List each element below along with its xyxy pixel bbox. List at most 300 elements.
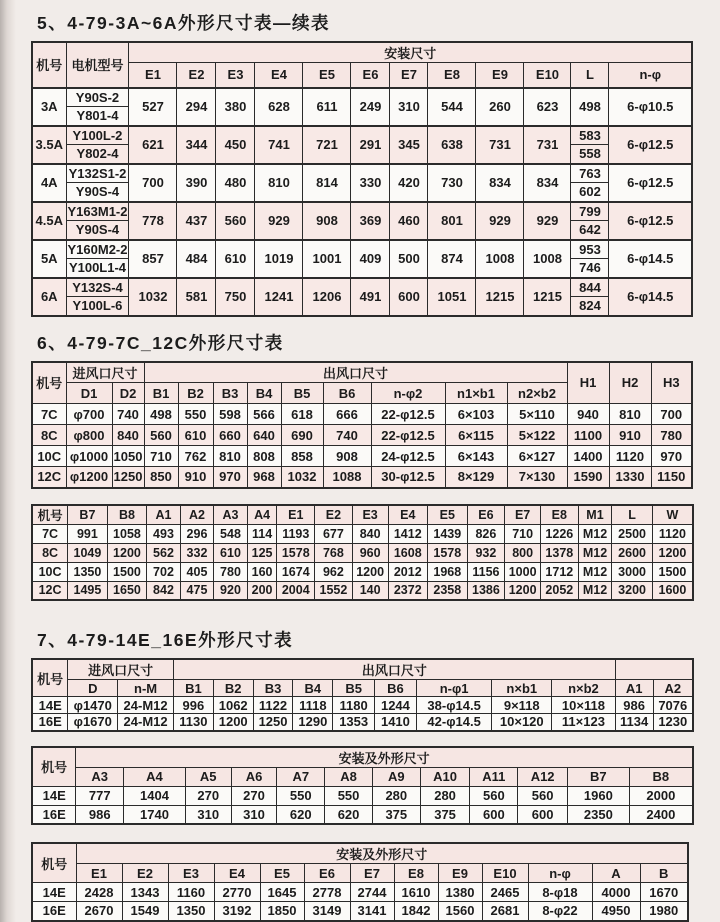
- table-row: [32, 697, 693, 714]
- col-header: E1: [76, 864, 122, 883]
- value-cell: 1200: [352, 562, 388, 581]
- value-cell: 38-φ14.5: [416, 697, 492, 714]
- value-cell: 437: [177, 202, 216, 240]
- l-value-cell: 583: [571, 126, 609, 145]
- value-cell: 1590: [567, 467, 609, 488]
- value-cell: 910: [178, 467, 213, 488]
- value-cell: φ1000: [66, 446, 112, 467]
- table-row: [32, 562, 693, 581]
- value-cell: 550: [325, 786, 373, 805]
- value-cell: 929: [255, 202, 303, 240]
- value-cell: 710: [144, 446, 178, 467]
- machine-no-cell: 16E: [32, 805, 76, 824]
- value-cell: φ800: [66, 425, 112, 446]
- col-header: B6: [375, 680, 417, 697]
- col-header: E10: [482, 864, 528, 883]
- value-cell: 2372: [388, 581, 428, 600]
- value-cell: 294: [177, 88, 216, 126]
- motor-model-cell: Y132S1-2: [66, 164, 129, 183]
- table-row: [32, 202, 692, 221]
- header-row: [32, 747, 693, 768]
- col-header: B2: [178, 383, 213, 404]
- value-cell: 42-φ14.5: [416, 714, 492, 731]
- table-row: [32, 88, 692, 107]
- value-cell: M12: [578, 562, 612, 581]
- col-header: B8: [107, 505, 147, 525]
- motor-model-cell: Y90S-4: [66, 183, 129, 202]
- col-header: n×b1: [492, 680, 552, 697]
- col-header: E1: [129, 63, 177, 88]
- value-cell: 375: [420, 805, 470, 824]
- value-cell: 940: [567, 404, 609, 425]
- value-cell: 1740: [124, 805, 186, 824]
- value-cell: 801: [428, 202, 476, 240]
- col-header: E6: [467, 505, 505, 525]
- value-cell: 2681: [482, 902, 528, 921]
- col-header: E3: [216, 63, 255, 88]
- value-cell: 310: [390, 88, 428, 126]
- col-header-inlet-span: 进风口尺寸: [68, 659, 174, 680]
- column-header-row: [32, 864, 688, 883]
- value-cell: 780: [651, 425, 692, 446]
- value-cell: 740: [323, 425, 371, 446]
- value-cell: 270: [185, 786, 231, 805]
- section6-title: 6、4-79-7C_12C外形尺寸表: [37, 332, 284, 353]
- value-cell: 3000: [612, 562, 653, 581]
- value-cell: 962: [315, 562, 353, 581]
- value-cell: 850: [144, 467, 178, 488]
- value-cell: 1400: [567, 446, 609, 467]
- table-row: [32, 164, 692, 183]
- value-cell: 1244: [375, 697, 417, 714]
- value-cell: 475: [180, 581, 214, 600]
- col-header: A7: [277, 767, 325, 786]
- value-cell: 1980: [640, 902, 688, 921]
- value-cell: 762: [178, 446, 213, 467]
- value-cell: 1960: [568, 786, 630, 805]
- machine-no-cell: 16E: [32, 902, 76, 921]
- value-cell: 560: [470, 786, 518, 805]
- value-cell: 1670: [640, 883, 688, 902]
- value-cell: 1386: [467, 581, 505, 600]
- value-cell: 730: [428, 164, 476, 202]
- value-cell: 2500: [612, 524, 653, 543]
- value-cell: 740: [112, 404, 144, 425]
- table-7c-12c-extra-dims: [31, 504, 694, 602]
- value-cell: 1250: [112, 467, 144, 488]
- col-header: E7: [390, 63, 428, 88]
- value-cell: 1600: [652, 581, 693, 600]
- col-header: n-M: [118, 680, 174, 697]
- value-cell: 2465: [482, 883, 528, 902]
- value-cell: 1100: [567, 425, 609, 446]
- value-cell: 1410: [375, 714, 417, 731]
- value-cell: 731: [524, 126, 571, 164]
- col-header: A10: [420, 767, 470, 786]
- value-cell: 611: [303, 88, 351, 126]
- machine-no-cell: 14E: [32, 883, 76, 902]
- col-header: E2: [122, 864, 168, 883]
- value-cell: 369: [351, 202, 390, 240]
- col-header-machine-no: 机号: [32, 843, 76, 883]
- col-header: n-φ: [528, 864, 592, 883]
- value-cell: 1001: [303, 240, 351, 278]
- value-cell: 778: [129, 202, 177, 240]
- value-cell: 1353: [333, 714, 375, 731]
- value-cell: 1200: [652, 543, 693, 562]
- value-cell: 1049: [68, 543, 108, 562]
- value-cell: 1250: [253, 714, 293, 731]
- value-cell: 986: [615, 697, 653, 714]
- col-header-inlet-span: 进风口尺寸: [66, 362, 144, 383]
- col-header: B5: [281, 383, 323, 404]
- value-cell: 330: [351, 164, 390, 202]
- value-cell: 970: [213, 467, 247, 488]
- value-cell: 5×110: [507, 404, 567, 425]
- col-header: B2: [213, 680, 253, 697]
- value-cell: 390: [177, 164, 216, 202]
- value-cell: 1560: [438, 902, 482, 921]
- value-cell: 874: [428, 240, 476, 278]
- value-cell: 1032: [129, 278, 177, 316]
- value-cell: 2000: [629, 786, 693, 805]
- col-header: B3: [213, 383, 247, 404]
- col-header: E3: [352, 505, 388, 525]
- col-header: E3: [168, 864, 214, 883]
- value-cell: 560: [518, 786, 568, 805]
- value-cell: 666: [323, 404, 371, 425]
- value-cell: 1120: [609, 446, 651, 467]
- value-cell: 1968: [428, 562, 468, 581]
- value-cell: 731: [476, 126, 524, 164]
- value-cell: 484: [177, 240, 216, 278]
- col-header: W: [652, 505, 693, 525]
- bolt-holes-cell: 6-φ14.5: [609, 240, 692, 278]
- value-cell: 1050: [112, 446, 144, 467]
- value-cell: 8-φ18: [528, 883, 592, 902]
- motor-model-cell: Y90S-4: [66, 221, 129, 240]
- value-cell: 2770: [214, 883, 260, 902]
- value-cell: φ1200: [66, 467, 112, 488]
- table-row: [32, 714, 693, 731]
- value-cell: 30-φ12.5: [371, 467, 445, 488]
- value-cell: 550: [178, 404, 213, 425]
- col-header: E8: [541, 505, 579, 525]
- value-cell: 280: [420, 786, 470, 805]
- col-header: E10: [524, 63, 571, 88]
- value-cell: 777: [76, 786, 124, 805]
- value-cell: 620: [277, 805, 325, 824]
- col-header: A2: [653, 680, 693, 697]
- value-cell: 620: [325, 805, 373, 824]
- value-cell: 660: [213, 425, 247, 446]
- machine-no-cell: 3.5A: [32, 126, 66, 164]
- table-14e-16e-install-dims-e: [31, 842, 689, 922]
- value-cell: 810: [255, 164, 303, 202]
- value-cell: 544: [428, 88, 476, 126]
- header-row: [32, 42, 692, 63]
- l-value-cell: 746: [571, 259, 609, 278]
- motor-model-cell: Y90S-2: [66, 88, 129, 107]
- col-header-install-outline-span: 安装及外形尺寸: [76, 747, 693, 768]
- value-cell: 460: [390, 202, 428, 240]
- col-header: 机号: [32, 505, 68, 525]
- value-cell: 6×127: [507, 446, 567, 467]
- value-cell: 5×122: [507, 425, 567, 446]
- col-header: B4: [293, 680, 333, 697]
- l-value-cell: 953: [571, 240, 609, 259]
- value-cell: 840: [112, 425, 144, 446]
- table-row: [32, 425, 692, 446]
- table-row: [32, 446, 692, 467]
- value-cell: 11×123: [552, 714, 616, 731]
- machine-no-cell: 14E: [32, 697, 68, 714]
- value-cell: φ700: [66, 404, 112, 425]
- col-header: E5: [260, 864, 304, 883]
- col-header: E7: [350, 864, 394, 883]
- value-cell: 1350: [168, 902, 214, 921]
- value-cell: 420: [390, 164, 428, 202]
- value-cell: 1193: [277, 524, 315, 543]
- value-cell: M12: [578, 543, 612, 562]
- table-row: [32, 467, 692, 488]
- value-cell: 581: [177, 278, 216, 316]
- col-header-machine-no: 机号: [32, 42, 66, 88]
- value-cell: 296: [180, 524, 214, 543]
- table-row: [32, 126, 692, 145]
- value-cell: 1180: [333, 697, 375, 714]
- col-header: E5: [303, 63, 351, 88]
- column-header-row: [32, 63, 692, 88]
- value-cell: 3141: [350, 902, 394, 921]
- col-header: B8: [629, 767, 693, 786]
- value-cell: 1230: [653, 714, 693, 731]
- col-header-h3: H3: [651, 362, 692, 404]
- value-cell: 826: [467, 524, 505, 543]
- col-header-machine-no: 机号: [32, 747, 76, 787]
- value-cell: 610: [178, 425, 213, 446]
- value-cell: 741: [255, 126, 303, 164]
- value-cell: 721: [303, 126, 351, 164]
- value-cell: 24-φ12.5: [371, 446, 445, 467]
- value-cell: 4000: [592, 883, 640, 902]
- blank-header-span: [615, 659, 693, 680]
- header-row: [32, 362, 692, 383]
- value-cell: 6×143: [445, 446, 507, 467]
- col-header: A5: [185, 767, 231, 786]
- value-cell: 22-φ12.5: [371, 404, 445, 425]
- value-cell: 857: [129, 240, 177, 278]
- value-cell: 3200: [612, 581, 653, 600]
- machine-no-cell: 10C: [32, 446, 66, 467]
- machine-no-cell: 8C: [32, 425, 66, 446]
- value-cell: 1150: [651, 467, 692, 488]
- value-cell: 840: [352, 524, 388, 543]
- value-cell: 2052: [541, 581, 579, 600]
- col-header: E4: [214, 864, 260, 883]
- value-cell: 2400: [629, 805, 693, 824]
- value-cell: 375: [372, 805, 420, 824]
- machine-no-cell: 8C: [32, 543, 68, 562]
- section7-title: 7、4-79-14E_16E外形尺寸表: [37, 630, 294, 650]
- value-cell: 10×120: [492, 714, 552, 731]
- value-cell: 702: [147, 562, 181, 581]
- l-value-cell: 763: [571, 164, 609, 183]
- value-cell: 249: [351, 88, 390, 126]
- table-14e-16e-install-dims-a: [31, 746, 694, 826]
- col-header: E2: [315, 505, 353, 525]
- table-row: [32, 902, 688, 921]
- motor-model-cell: Y132S-4: [66, 278, 129, 297]
- value-cell: 1241: [255, 278, 303, 316]
- value-cell: 910: [609, 425, 651, 446]
- table-14e-16e-inlet-outlet: [31, 658, 694, 732]
- value-cell: 600: [518, 805, 568, 824]
- value-cell: 405: [180, 562, 214, 581]
- value-cell: 344: [177, 126, 216, 164]
- col-header: E8: [428, 63, 476, 88]
- value-cell: 1610: [394, 883, 438, 902]
- bolt-holes-cell: 6-φ12.5: [609, 202, 692, 240]
- value-cell: 1200: [505, 581, 541, 600]
- value-cell: 1019: [255, 240, 303, 278]
- value-cell: 1008: [524, 240, 571, 278]
- value-cell: 24-M12: [118, 697, 174, 714]
- col-header: A6: [231, 767, 277, 786]
- value-cell: 808: [247, 446, 281, 467]
- value-cell: 291: [351, 126, 390, 164]
- col-header-motor-model: 电机型号: [66, 42, 129, 88]
- col-header: B1: [173, 680, 213, 697]
- col-header-machine-no: 机号: [32, 362, 66, 404]
- col-header: L: [612, 505, 653, 525]
- value-cell: 1058: [107, 524, 147, 543]
- value-cell: 986: [76, 805, 124, 824]
- col-header: B5: [333, 680, 375, 697]
- value-cell: 1552: [315, 581, 353, 600]
- machine-no-cell: 12C: [32, 467, 66, 488]
- value-cell: 1578: [277, 543, 315, 562]
- value-cell: 1439: [428, 524, 468, 543]
- value-cell: 768: [315, 543, 353, 562]
- machine-no-cell: 3A: [32, 88, 66, 126]
- value-cell: 598: [213, 404, 247, 425]
- machine-no-cell: 5A: [32, 240, 66, 278]
- value-cell: 858: [281, 446, 323, 467]
- value-cell: 2778: [304, 883, 350, 902]
- value-cell: 450: [216, 126, 255, 164]
- machine-no-cell: 7C: [32, 404, 66, 425]
- value-cell: 6×103: [445, 404, 507, 425]
- col-header: E1: [277, 505, 315, 525]
- value-cell: 7×130: [507, 467, 567, 488]
- value-cell: 750: [216, 278, 255, 316]
- col-header: A1: [147, 505, 181, 525]
- value-cell: 310: [185, 805, 231, 824]
- value-cell: 560: [216, 202, 255, 240]
- col-header: B4: [247, 383, 281, 404]
- l-value-cell: 799: [571, 202, 609, 221]
- col-header: D2: [112, 383, 144, 404]
- value-cell: 1122: [253, 697, 293, 714]
- value-cell: 1350: [68, 562, 108, 581]
- l-value-cell: 602: [571, 183, 609, 202]
- value-cell: 618: [281, 404, 323, 425]
- table-row: [32, 404, 692, 425]
- value-cell: 810: [213, 446, 247, 467]
- value-cell: 1156: [467, 562, 505, 581]
- value-cell: 2600: [612, 543, 653, 562]
- column-header-row: [32, 505, 693, 525]
- value-cell: 6×115: [445, 425, 507, 446]
- value-cell: 500: [390, 240, 428, 278]
- motor-model-cell: Y801-4: [66, 107, 129, 126]
- value-cell: 1130: [173, 714, 213, 731]
- col-header: B7: [568, 767, 630, 786]
- bolt-holes-cell: 6-φ12.5: [609, 126, 692, 164]
- value-cell: 1500: [107, 562, 147, 581]
- motor-model-cell: Y802-4: [66, 145, 129, 164]
- value-cell: 710: [505, 524, 541, 543]
- machine-no-cell: 14E: [32, 786, 76, 805]
- value-cell: 1608: [388, 543, 428, 562]
- value-cell: 1008: [476, 240, 524, 278]
- value-cell: 125: [247, 543, 277, 562]
- table-row: [32, 543, 693, 562]
- value-cell: 929: [524, 202, 571, 240]
- value-cell: 498: [144, 404, 178, 425]
- value-cell: 8×129: [445, 467, 507, 488]
- value-cell: 970: [651, 446, 692, 467]
- value-cell: 1120: [652, 524, 693, 543]
- value-cell: 1215: [524, 278, 571, 316]
- bolt-holes-cell: 6-φ14.5: [609, 278, 692, 316]
- value-cell: 491: [351, 278, 390, 316]
- value-cell: 1412: [388, 524, 428, 543]
- motor-model-cell: Y100L-6: [66, 297, 129, 316]
- col-header: n-φ2: [371, 383, 445, 404]
- value-cell: 600: [470, 805, 518, 824]
- value-cell: 260: [476, 88, 524, 126]
- value-cell: 560: [144, 425, 178, 446]
- col-header: A: [592, 864, 640, 883]
- value-cell: 1578: [428, 543, 468, 562]
- table-7c-12c-inlet-outlet: [31, 361, 693, 489]
- bolt-holes-cell: 6-φ12.5: [609, 164, 692, 202]
- value-cell: 700: [129, 164, 177, 202]
- value-cell: 310: [231, 805, 277, 824]
- value-cell: 550: [277, 786, 325, 805]
- col-header: B6: [323, 383, 371, 404]
- value-cell: 1226: [541, 524, 579, 543]
- value-cell: 3149: [304, 902, 350, 921]
- column-header-row: [32, 767, 693, 786]
- value-cell: 1088: [323, 467, 371, 488]
- value-cell: 1650: [107, 581, 147, 600]
- col-header: A1: [615, 680, 653, 697]
- col-header: E8: [394, 864, 438, 883]
- col-header: D1: [66, 383, 112, 404]
- value-cell: 4950: [592, 902, 640, 921]
- value-cell: 2358: [428, 581, 468, 600]
- value-cell: 780: [214, 562, 248, 581]
- machine-no-cell: 12C: [32, 581, 68, 600]
- value-cell: M12: [578, 524, 612, 543]
- value-cell: 562: [147, 543, 181, 562]
- value-cell: 548: [214, 524, 248, 543]
- value-cell: 1495: [68, 581, 108, 600]
- col-header: A3: [214, 505, 248, 525]
